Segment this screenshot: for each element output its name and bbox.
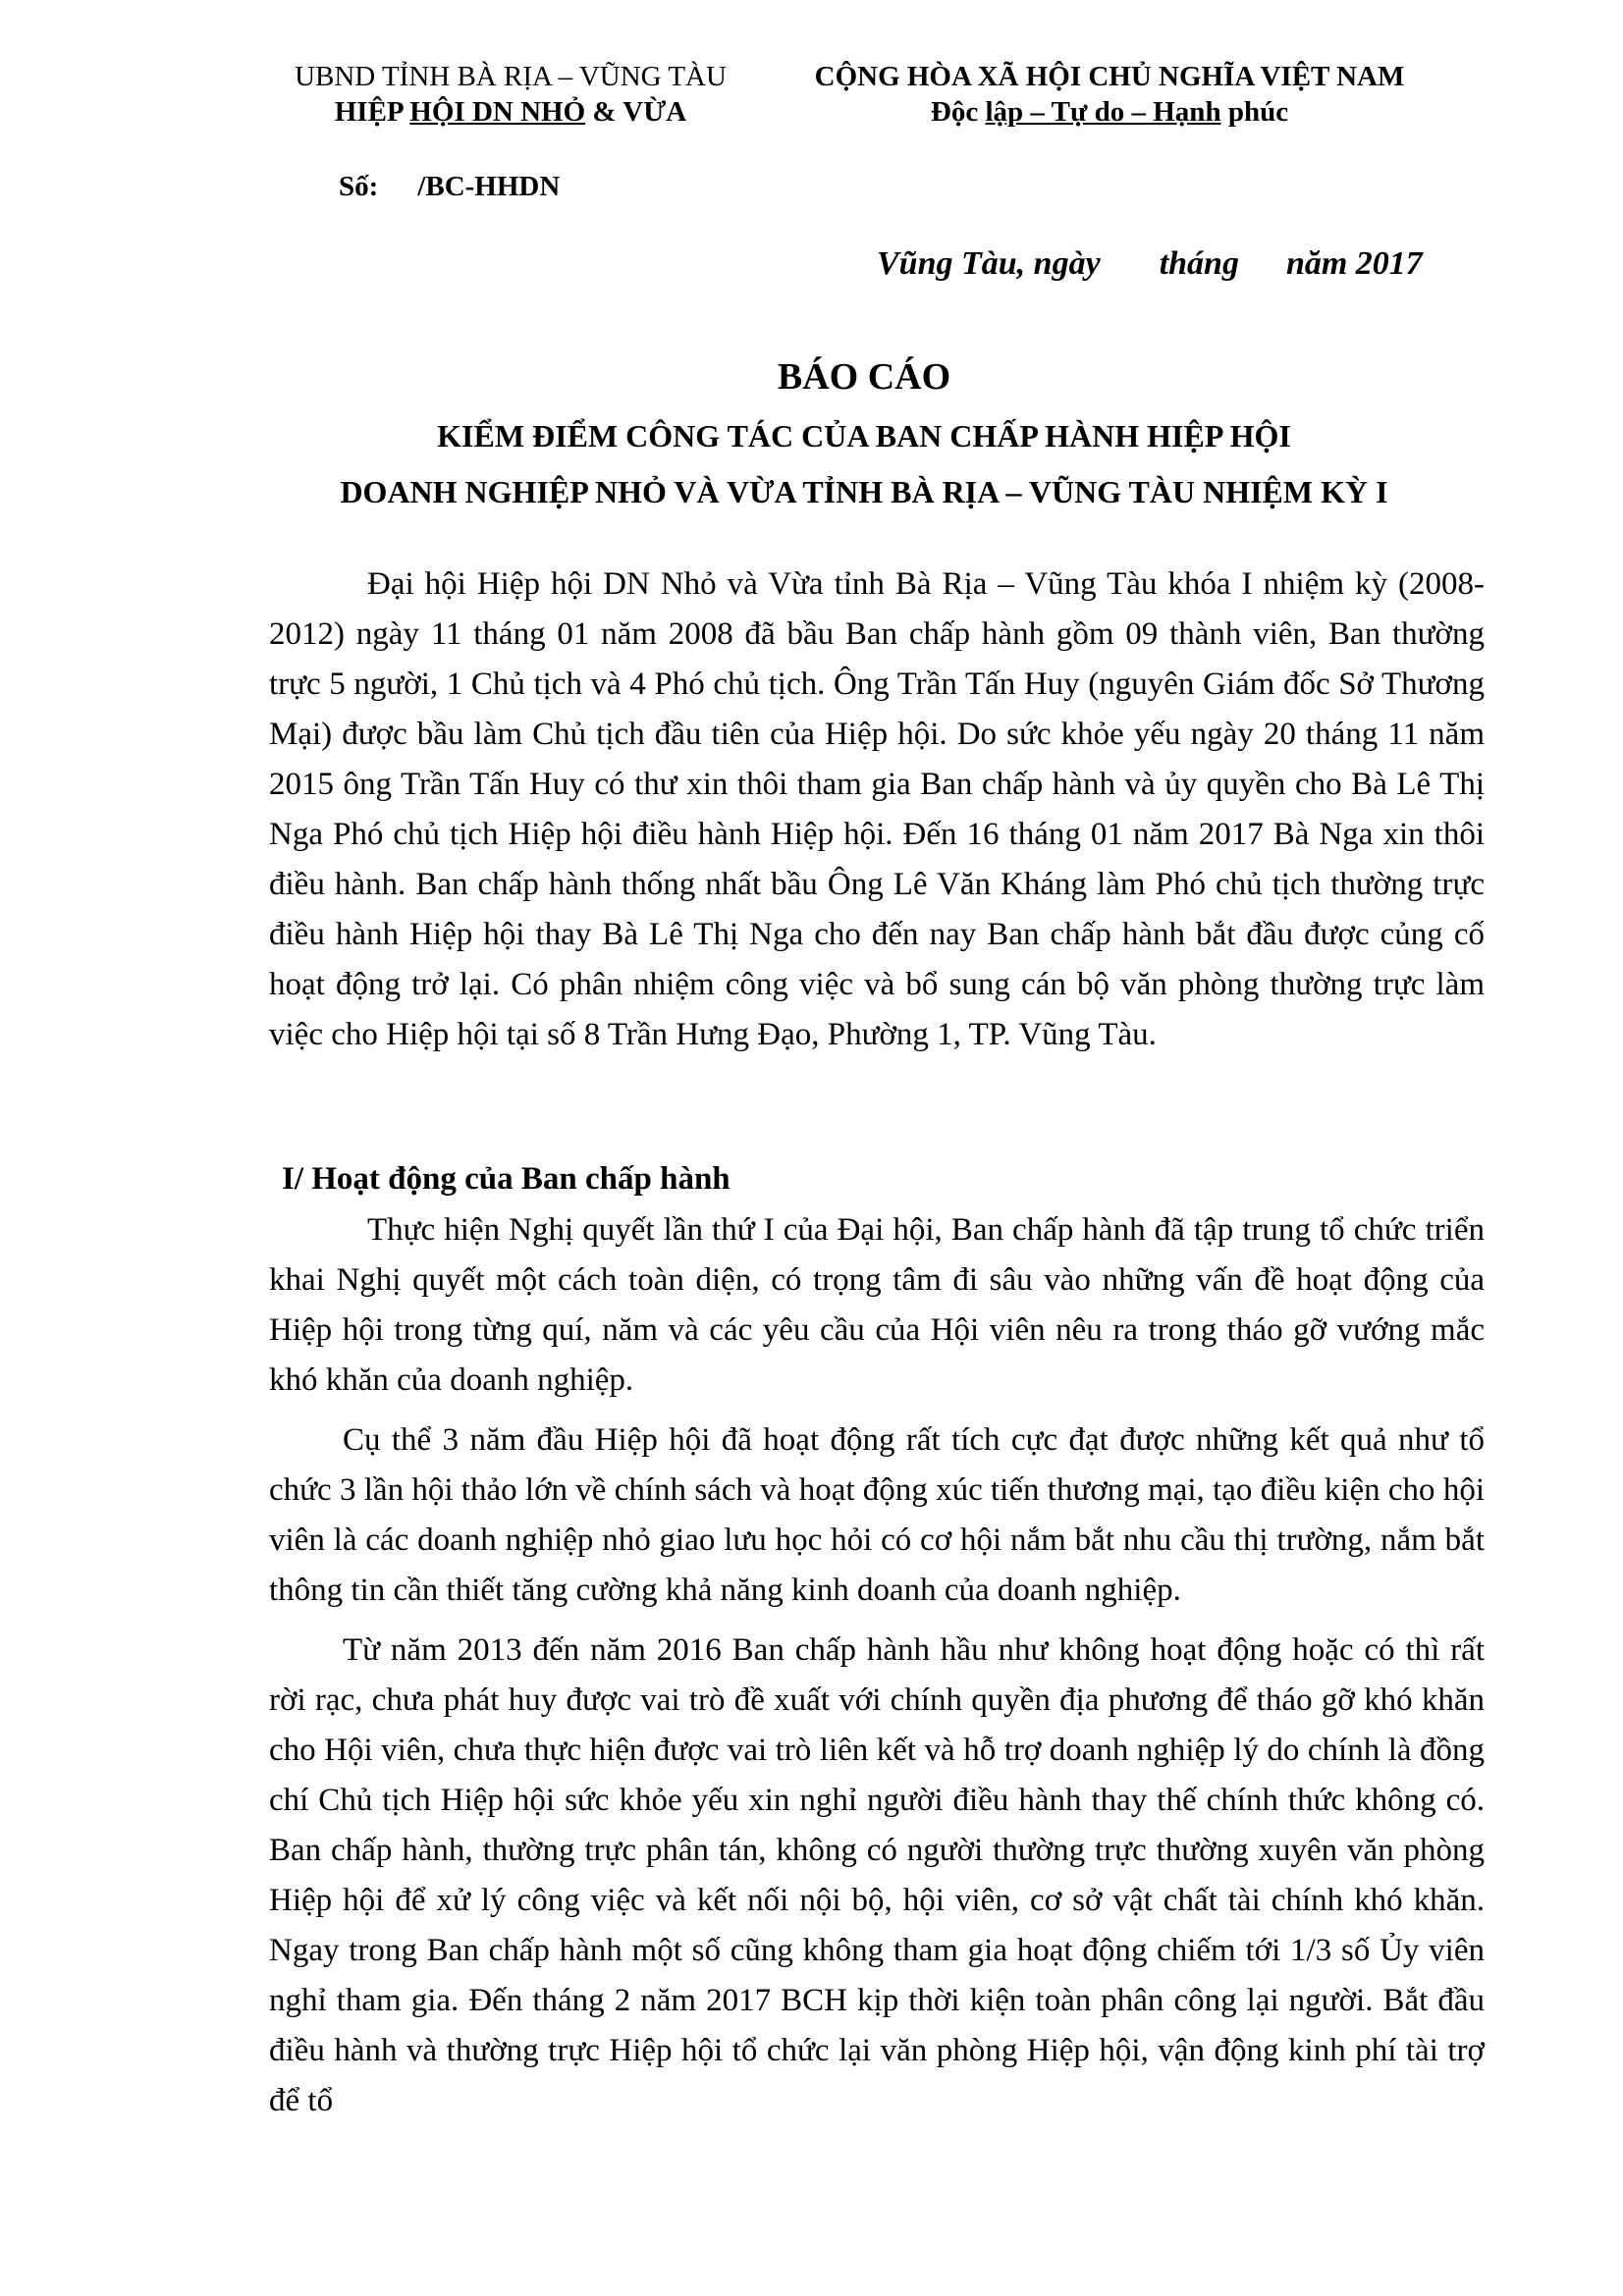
document-title: BÁO CÁO <box>777 356 951 398</box>
intro-paragraph-block <box>269 560 1485 1060</box>
document-number-label: Số: <box>339 171 379 202</box>
national-motto-block <box>785 59 1434 130</box>
document-subtitle-line-2: DOANH NGHIỆP NHỎ VÀ VỪA TỈNH BÀ RỊA – VŨNG TÀU NHIỆM KỲ I <box>340 474 1388 509</box>
national-motto <box>785 94 1434 130</box>
agency-name-pre: HIỆP <box>334 96 410 128</box>
national-title: CỘNG HÒA XÃ HỘI CHỦ NGHĨA VIỆT NAM <box>814 61 1405 92</box>
paragraph-4: Từ năm 2013 đến năm 2016 Ban chấp hành hầu như không hoạt động hoặc có thì rất rời rạc, chưa phát huy được vai trò đề xuất với chính quyền địa phương để tháo gỡ khó khăn cho Hội viên, chưa thực hiện được vai trò liên kết và hỗ trợ doanh nghiệp lý do chính là đồng chí Chủ tịch Hiệp hội sức khỏe yếu xin nghỉ người điều hành thay thế chính thức không có. Ban chấp hành, thường trực phân tán, không có người thường trực thường xuyên văn phòng Hiệp hội để xử lý công việc và kết nối nội bộ, hội viên, cơ sở vật chất tài chính khó khăn. Ngay trong Ban chấp hành một số cũng không tham gia hoạt động chiếm tới 1/3 số Ủy viên nghỉ tham gia. Đến tháng 2 năm 2017 BCH kịp thời kiện toàn phân công lại người. Bắt đầu điều hành và thường trực Hiệp hội tổ chức lại văn phòng Hiệp hội, vận động kinh phí tài trợ để tổ <box>269 1632 1485 2118</box>
date-year: năm 2017 <box>1285 245 1423 282</box>
agency-name-post: & VỪA <box>585 96 687 128</box>
intro-paragraph: Đại hội Hiệp hội DN Nhỏ và Vừa tỉnh Bà Rịa – Vũng Tàu khóa I nhiệm kỳ (2008-2012) ngày 11 tháng 01 năm 2008 đã bầu Ban chấp hành gồm 09 thành viên, Ban thường trực 5 người, 1 Chủ tịch và 4 Phó chủ tịch. Ông Trần Tấn Huy (nguyên Giám đốc Sở Thương Mại) được bầu làm Chủ tịch đầu tiên của Hiệp hội. Do sức khỏe yếu ngày 20 tháng 11 năm 2015 ông Trần Tấn Huy có thư xin thôi tham gia Ban chấp hành và ủy quyền cho Bà Lê Thị Nga Phó chủ tịch Hiệp hội điều hành Hiệp hội. Đến 16 tháng 01 năm 2017 Bà Nga xin thôi điều hành. Ban chấp hành thống nhất bầu Ông Lê Văn Kháng làm Phó chủ tịch thường trực điều hành Hiệp hội thay Bà Lê Thị Nga cho đến nay Ban chấp hành bắt đầu được củng cố hoạt động trở lại. Có phân nhiệm công việc và bổ sung cán bộ văn phòng thường trực làm việc cho Hiệp hội tại số 8 Trần Hưng Đạo, Phường 1, TP. Vũng Tàu. <box>269 566 1485 1052</box>
date-place-day: Vũng Tàu, ngày <box>877 245 1101 282</box>
issuing-agency-block <box>265 59 756 130</box>
date-month: tháng <box>1159 245 1239 282</box>
agency-parent: UBND TỈNH BÀ RỊA – VŨNG TÀU <box>295 61 727 92</box>
document-subtitle-line-1: KIỂM ĐIỂM CÔNG TÁC CỦA BAN CHẤP HÀNH HIỆP HỘI <box>437 418 1291 454</box>
document-number <box>339 171 560 203</box>
document-number-code: /BC-HHDN <box>417 171 561 202</box>
motto-post: phúc <box>1220 96 1289 128</box>
paragraph-3: Cụ thể 3 năm đầu Hiệp hội đã hoạt động rất tích cực đạt được những kết quả như tổ chức 3 lần hội thảo lớn về chính sách và hoạt động xúc tiến thương mại, tạo điều kiện cho hội viên là các doanh nghiệp nhỏ giao lưu học hỏi có cơ hội nắm bắt nhu cầu thị trường, nắm bắt thông tin cần thiết tăng cường khả năng kinh doanh của doanh nghiệp. <box>269 1422 1485 1608</box>
paragraph-2: Thực hiện Nghị quyết lần thứ I của Đại hội, Ban chấp hành đã tập trung tổ chức triển khai Nghị quyết một cách toàn diện, có trọng tâm đi sâu vào những vấn đề hoạt động của Hiệp hội trong từng quí, năm và các yêu cầu của Hội viên nêu ra trong tháo gỡ vướng mắc khó khăn của doanh nghiệp. <box>269 1212 1485 1398</box>
motto-underlined: lập – Tự do – Hạnh <box>985 96 1221 128</box>
motto-pre: Độc <box>930 96 986 128</box>
date-line <box>877 245 1423 283</box>
agency-name-underlined: HỘI DN NHỎ <box>409 96 586 128</box>
agency-name <box>265 94 756 130</box>
section-heading-1: I/ Hoạt động của Ban chấp hành <box>282 1161 730 1197</box>
section-1-body <box>269 1205 1485 2126</box>
